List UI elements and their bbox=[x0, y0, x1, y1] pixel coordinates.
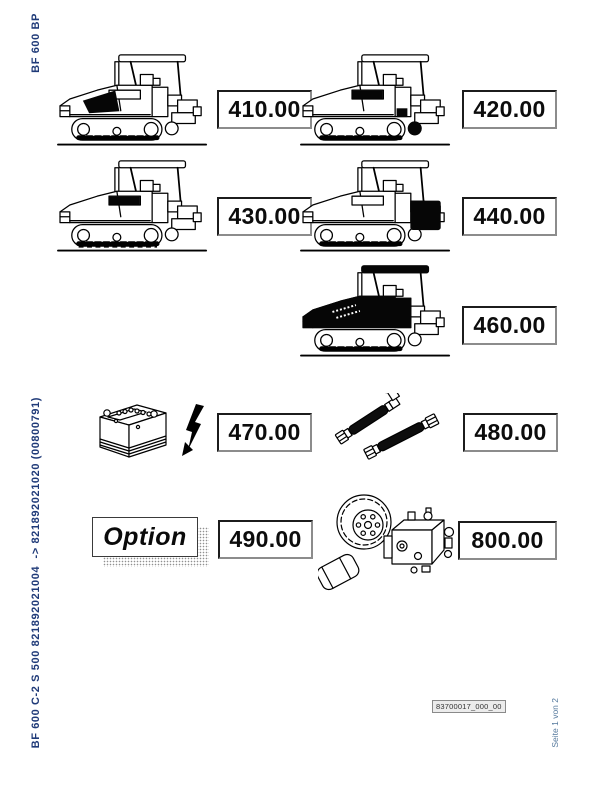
document-number-box: 83700017_000_00 bbox=[432, 700, 506, 713]
page-indicator: Seite 1 von 2 bbox=[550, 698, 560, 748]
high-voltage-icon bbox=[181, 404, 205, 456]
hydraulic-hoses-icon[interactable] bbox=[333, 393, 461, 461]
pump-assembly-icon[interactable] bbox=[318, 488, 460, 592]
option-label: Option bbox=[103, 522, 187, 551]
part-group-box-480[interactable]: 480.00 bbox=[463, 413, 558, 452]
part-group-box-490[interactable]: 490.00 bbox=[218, 520, 313, 559]
serial-range-vertical: BF 600 C-2 S 500 821892021004 -> 821892021020 (00800791) bbox=[30, 397, 42, 749]
part-group-box-800[interactable]: 800.00 bbox=[458, 521, 557, 560]
paver-illustration-430[interactable] bbox=[56, 156, 213, 254]
part-group-box-420[interactable]: 420.00 bbox=[462, 90, 557, 129]
paver-illustration-420[interactable] bbox=[299, 50, 456, 148]
battery-icon[interactable] bbox=[92, 397, 172, 463]
part-group-box-430[interactable]: 430.00 bbox=[217, 197, 312, 236]
model-label-vertical: BF 600 BP bbox=[30, 13, 42, 73]
option-sign-group bbox=[92, 517, 212, 571]
option-sign[interactable] bbox=[92, 517, 198, 557]
paver-illustration-440[interactable] bbox=[299, 156, 456, 254]
part-group-box-410[interactable]: 410.00 bbox=[217, 90, 312, 129]
part-group-box-460[interactable]: 460.00 bbox=[462, 306, 557, 345]
part-group-box-440[interactable]: 440.00 bbox=[462, 197, 557, 236]
paver-illustration-460[interactable] bbox=[299, 261, 456, 359]
part-group-box-470[interactable]: 470.00 bbox=[217, 413, 312, 452]
paver-illustration-410[interactable] bbox=[56, 50, 213, 148]
